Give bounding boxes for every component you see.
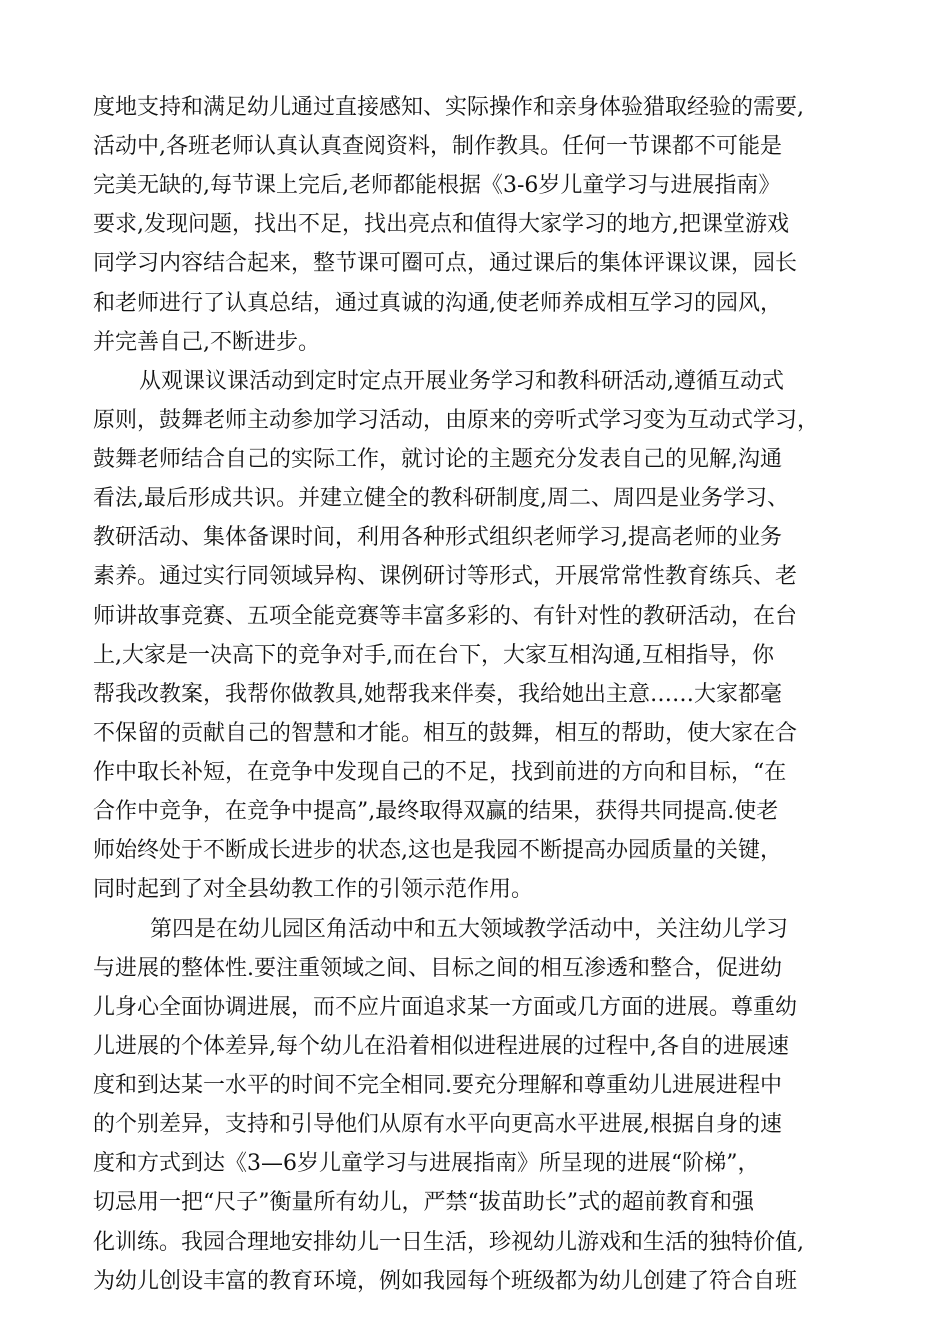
paragraph-indent-line: 从观课议课活动到定时定点开展业务学习和教科研活动,遵循互动式 [139,369,784,394]
text-line: 同学习内容结合起来，整节课可圈可点，通过课后的集体评课议课，园长 [93,251,798,276]
text-line: 为幼儿创设丰富的教育环境，例如我园每个班级都为幼儿创建了符合自班 [93,1269,798,1294]
text-line: 儿身心全面协调进展，而不应片面追求某一方面或几方面的进展。尊重幼 [93,995,798,1020]
text-line: 度地支持和满足幼儿通过直接感知、实际操作和亲身体验猎取经验的需要, [93,95,804,120]
text-line: 与进展的整体性.要注重领域之间、目标之间的相互渗透和整合，促进幼 [93,956,782,981]
text-line: 度和方式到达《3—6岁儿童学习与进展指南》所呈现的进展“阶梯”， [93,1151,760,1176]
text-line: 同时起到了对全县幼教工作的引领示范作用。 [93,877,534,902]
text-line: 度和到达某一水平的时间不完全相同.要充分理解和尊重幼儿进展进程中 [93,1073,782,1098]
text-line: 和老师进行了认真总结，通过真诚的沟通,使老师养成相互学习的园风， [93,291,782,316]
text-line: 帮我改教案，我帮你做教具,她帮我来伴奏，我给她出主意……大家都毫 [93,682,782,707]
text-line: 原则，鼓舞老师主动参加学习活动，由原来的旁听式学习变为互动式学习， [93,408,820,433]
text-line: 完美无缺的,每节课上完后,老师都能根据《3-6岁儿童学习与进展指南》 [93,173,781,198]
paragraph-indent-line: 第四是在幼儿园区角活动中和五大领域教学活动中，关注幼儿学习 [150,917,789,942]
text-line: 切忌用一把“尺子”衡量所有幼儿，严禁“拔苗助长”式的超前教育和强 [93,1190,754,1215]
text-line: 看法,最后形成共识。并建立健全的教科研制度,周二、周四是业务学习、 [93,486,789,511]
text-line: 儿进展的个体差异,每个幼儿在沿着相似进程进展的过程中,各自的进展速 [93,1034,789,1059]
text-line: 并完善自己,不断进步。 [93,330,320,355]
text-line: 的个别差异，支持和引导他们从原有水平向更高水平进展,根据自身的速 [93,1112,782,1137]
text-line: 合作中竞争，在竞争中提高”,最终取得双赢的结果，获得共同提高.使老 [93,799,779,824]
text-line: 不保留的贡献自己的智慧和才能。相互的鼓舞，相互的帮助，使大家在合 [93,721,798,746]
text-line: 师讲故事竞赛、五项全能竞赛等丰富多彩的、有针对性的教研活动，在台 [93,604,798,629]
text-line: 素养。通过实行同领域异构、课例研讨等形式，开展常常性教育练兵、老 [93,564,798,589]
text-line: 活动中,各班老师认真认真查阅资料，制作教具。任何一节课都不可能是 [93,134,782,159]
text-line: 师始终处于不断成长进步的状态,这也是我园不断提高办园质量的关键， [93,838,782,863]
text-line: 作中取长补短，在竞争中发现自己的不足，找到前进的方向和目标，“在 [93,760,787,785]
text-line: 教研活动、集体备课时间，利用各种形式组织老师学习,提高老师的业务 [93,525,782,550]
text-line: 鼓舞老师结合自己的实际工作，就讨论的主题充分发表自己的见解,沟通 [93,447,782,472]
text-line: 要求,发现问题，找出不足，找出亮点和值得大家学习的地方,把课堂游戏 [93,212,789,237]
text-line: 化训练。我园合理地安排幼儿一日生活，珍视幼儿游戏和生活的独特价值, [93,1230,804,1255]
text-line: 上,大家是一决高下的竞争对手,而在台下，大家互相沟通,互相指导，你 [93,643,774,668]
